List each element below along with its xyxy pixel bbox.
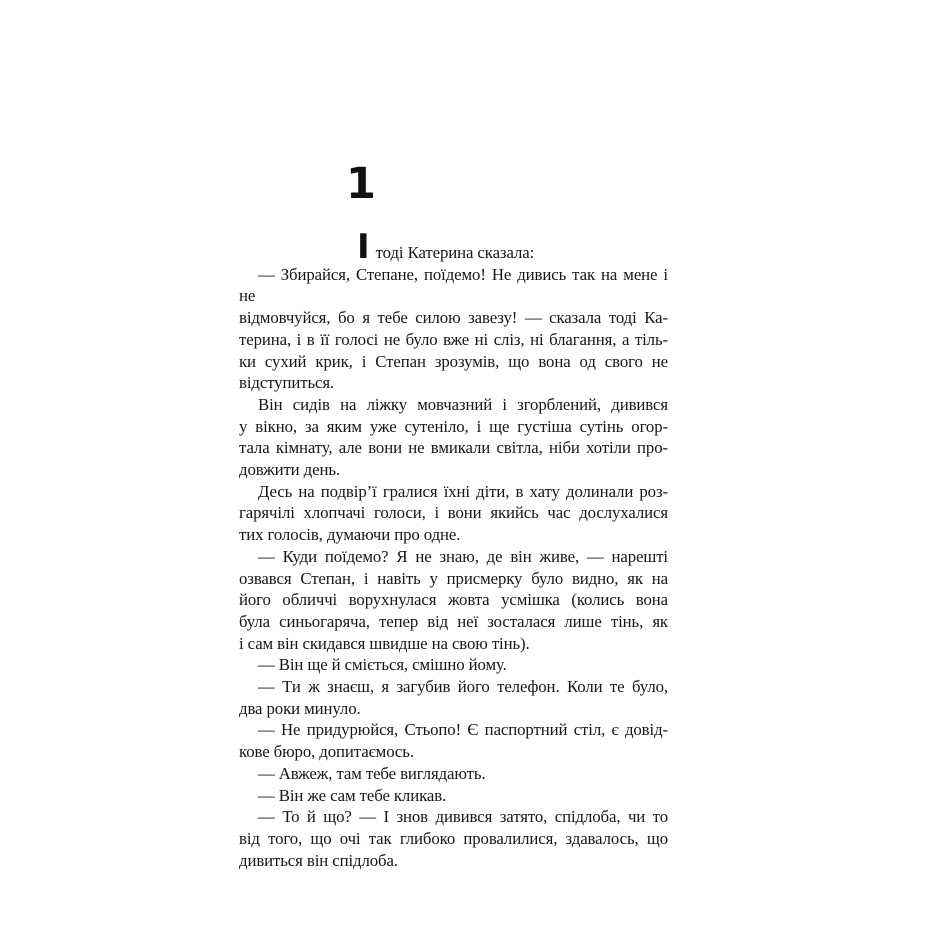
text-line: — Не придурюйся, Стьопо! Є паспортний стіл, є довід- — [258, 720, 668, 740]
text-line: терина, і в її голосі не було вже ні сліз, ні благання, а тіль- — [239, 329, 668, 349]
body-paragraphs — [239, 264, 668, 872]
text-line: у вікно, за яким уже сутеніло, і ще густіша сутінь огор- — [239, 416, 668, 436]
text-line: ки сухий крик, і Степан зрозумів, що вона од свого не — [239, 351, 668, 371]
text-line: озвався Степан, і навіть у присмерку було видно, як на — [239, 568, 668, 588]
text-line: — Він же сам тебе кликав. — [258, 785, 447, 805]
text-line: тих голосів, думаючи про одне. — [239, 525, 461, 545]
text-line: гарячілі хлопчачі голоси, і вони якийсь час дослухалися — [239, 503, 668, 523]
text-line: — Він ще й сміється, смішно йому. — [258, 655, 507, 675]
text-line: його обличчі ворухнулася жовта усмішка (колись вона — [239, 590, 668, 610]
text-line: дивиться він спідлоба. — [239, 850, 398, 870]
text-line: від того, що очі так глибоко провалилися, здавалось, що — [239, 828, 668, 848]
text-line: була синьогаряча, тепер від неї зосталася лише тінь, як — [239, 611, 668, 631]
opening-paragraph — [239, 227, 668, 267]
text-line: відмовчуйся, бо я тебе силою завезу! — сказала тоді Ка- — [239, 308, 668, 328]
drop-cap-initial: І — [357, 227, 370, 267]
text-block — [239, 227, 668, 871]
chapter-number: 1 — [346, 159, 376, 209]
text-line: — То й що? — І знов дивився затято, спідлоба, чи то — [258, 807, 668, 827]
text-line: два роки минуло. — [239, 698, 361, 718]
text-line: Десь на подвір’ї гралися їхні діти, в хату долинали роз- — [258, 481, 668, 501]
text-line: кове бюро, допитаємось. — [239, 742, 414, 762]
text-line: і сам він скидався швидше на свою тінь). — [239, 633, 530, 653]
opening-text: тоді Катерина сказала: — [375, 243, 535, 262]
text-line: — Авжеж, там тебе виглядають. — [258, 763, 486, 783]
text-line: Він сидів на ліжку мовчазний і згорблений, дивився — [258, 394, 668, 414]
text-line: тала кімнату, але вони не вмикали світла, ніби хотіли про- — [239, 438, 668, 458]
text-line: відступиться. — [239, 373, 335, 393]
text-line: довжити день. — [239, 460, 340, 480]
text-line: — Збирайся, Степане, поїдемо! Не дивись так на мене і не — [239, 264, 668, 306]
text-line: — Ти ж знаєш, я загубив його телефон. Коли те було, — [258, 677, 668, 697]
text-line: — Куди поїдемо? Я не знаю, де він живе, — нарешті — [258, 546, 668, 566]
